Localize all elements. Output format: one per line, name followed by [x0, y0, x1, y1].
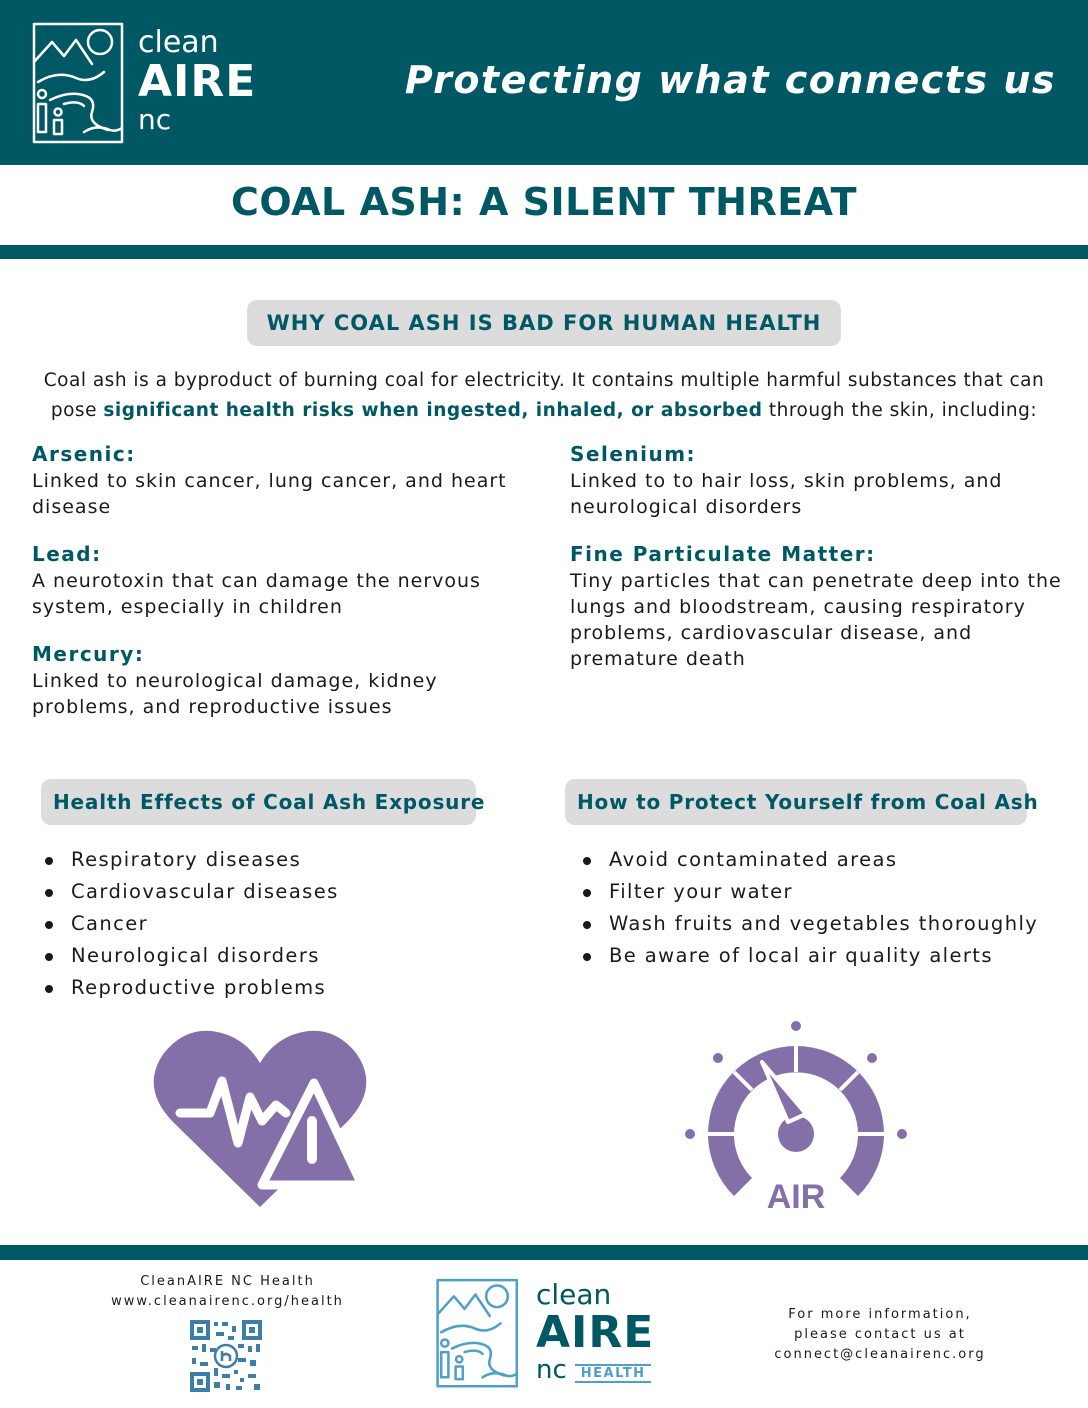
substance-name: Lead: — [32, 542, 102, 566]
substance-desc: Tiny particles that can penetrate deep into the lungs and bloodstream, causing respiratory problems, cardiovascular disease, and premature death — [570, 570, 1062, 670]
footer-org-info — [100, 1272, 355, 1312]
logo-clean-text: clean — [138, 25, 219, 60]
substance-desc: A neurotoxin that can damage the nervous system, especially in children — [32, 570, 481, 618]
landscape-logo-icon — [30, 20, 130, 150]
substance-desc: Linked to skin cancer, lung cancer, and heart disease — [32, 470, 507, 518]
substances-right-column — [570, 440, 1070, 692]
qr-code-icon[interactable] — [188, 1318, 264, 1394]
landscape-logo-icon — [434, 1275, 524, 1395]
substance-desc: Linked to neurological damage, kidney problems, and reproductive issues — [32, 670, 438, 718]
footer-org-name: CleanAIRE NC Health — [140, 1274, 315, 1289]
footer-logo-nc: nc — [536, 1355, 567, 1385]
footer-logo — [434, 1275, 664, 1395]
footer-logo-aire: AIRE — [536, 1307, 655, 1358]
page-title: COAL ASH: A SILENT THREAT — [230, 180, 858, 224]
list-item: Neurological disorders — [45, 940, 339, 972]
list-item: Be aware of local air quality alerts — [583, 940, 1038, 972]
footer-contact — [760, 1305, 1000, 1365]
substance-selenium — [570, 440, 1070, 520]
footer-logo-clean: clean — [536, 1278, 612, 1311]
intro-paragraph — [28, 366, 1060, 426]
footer-divider — [0, 1245, 1088, 1260]
tagline: Protecting what connects us — [404, 58, 1056, 102]
protect-list — [583, 844, 1038, 972]
list-item: Wash fruits and vegetables thoroughly — [583, 908, 1038, 940]
substance-arsenic — [32, 440, 532, 520]
substances-left-column — [32, 440, 532, 740]
substance-name: Arsenic: — [32, 442, 136, 466]
footer-logo-health: HEALTH — [575, 1364, 652, 1383]
list-item: Reproductive problems — [45, 972, 339, 1004]
cleanaire-logo — [30, 20, 270, 150]
footer-url[interactable]: www.cleanairenc.org/health — [111, 1294, 344, 1309]
protect-heading: How to Protect Yourself from Coal Ash — [565, 779, 1027, 825]
list-item: Avoid contaminated areas — [583, 844, 1038, 876]
logo-nc-text: nc — [138, 103, 172, 136]
substance-desc: Linked to to hair loss, skin problems, and neurological disorders — [570, 470, 1003, 518]
intro-highlight: significant health risks when ingested, inhaled, or absorbed — [103, 400, 763, 421]
contact-line-2: please contact us at — [794, 1327, 966, 1342]
list-item: Respiratory diseases — [45, 844, 339, 876]
list-item: Cardiovascular diseases — [45, 876, 339, 908]
title-divider — [0, 245, 1088, 259]
intro-text-end: through the skin, including: — [762, 400, 1038, 421]
substance-lead — [32, 540, 532, 620]
health-effects-list — [45, 844, 339, 1004]
list-item: Filter your water — [583, 876, 1038, 908]
heart-warning-icon — [150, 1025, 370, 1215]
substance-name: Fine Particulate Matter: — [570, 542, 876, 566]
health-effects-heading: Health Effects of Coal Ash Exposure — [41, 779, 476, 825]
contact-line-1: For more information, — [788, 1307, 972, 1322]
logo-aire-text: AIRE — [138, 56, 257, 107]
substance-particulate-matter — [570, 540, 1070, 672]
substance-mercury — [32, 640, 532, 720]
why-section-heading: WHY COAL ASH IS BAD FOR HUMAN HEALTH — [247, 300, 841, 346]
list-item: Cancer — [45, 908, 339, 940]
air-quality-gauge-icon — [680, 1018, 912, 1218]
header-banner — [0, 0, 1088, 165]
intro-text-start: Coal ash is a byproduct of burning coal for electricity. It contains multiple harmful substances that can pose — [43, 370, 1045, 421]
substance-name: Mercury: — [32, 642, 145, 666]
contact-email[interactable]: connect@cleanairenc.org — [774, 1347, 986, 1362]
substance-name: Selenium: — [570, 442, 697, 466]
gauge-label: AIR — [766, 1178, 826, 1216]
